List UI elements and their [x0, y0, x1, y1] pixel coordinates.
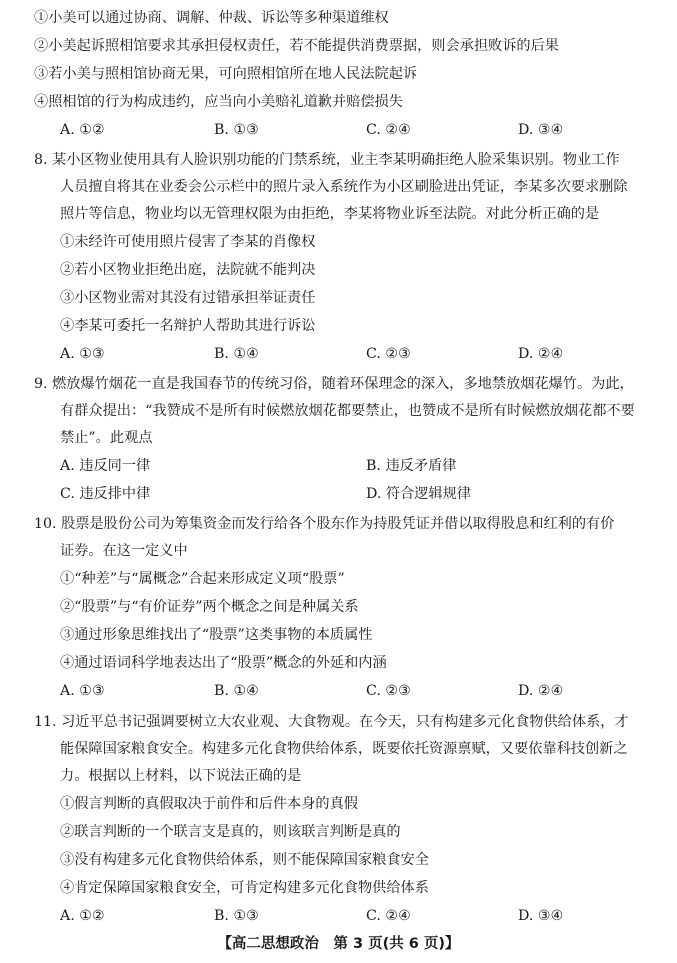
q10-option-a: A. ①③	[60, 683, 105, 699]
q7-option-c: C. ②④	[366, 122, 411, 138]
q8-statement-3: ③小区物业需对其没有过错承担举证责任	[60, 290, 316, 306]
q11-option-a: A. ①②	[60, 908, 105, 924]
q10-statement-1: ①“种差”与“属概念”合起来形成定义项“股票”	[60, 571, 345, 587]
q9-option-c: C. 违反排中律	[60, 486, 151, 502]
q11-stem-line-1: 11. 习近平总书记强调要树立大农业观、大食物观。在今天，只有构建多元化食物供给体系，才	[34, 714, 629, 730]
q9-stem-line-3: 禁止”。此观点	[60, 430, 153, 446]
q11-option-c: C. ②④	[366, 908, 411, 924]
q7-statement-3: ③若小美与照相馆协商无果，可向照相馆所在地人民法院起诉	[34, 66, 418, 82]
q11-statement-1: ①假言判断的真假取决于前件和后件本身的真假	[60, 796, 358, 812]
q11-stem-line-3: 力。根据以上材料，以下说法正确的是	[60, 768, 302, 784]
q9-option-d: D. 符合逻辑规律	[366, 486, 472, 502]
q10-option-d: D. ②④	[518, 683, 564, 699]
q8-option-a: A. ①③	[60, 346, 105, 362]
q10-statement-4: ④通过语词科学地表达出了“股票”概念的外延和内涵	[60, 655, 387, 671]
q8-statement-2: ②若小区物业拒绝出庭，法院就不能判决	[60, 262, 316, 278]
q7-option-a: A. ①②	[60, 122, 105, 138]
q11-stem-line-2: 能保障国家粮食安全。构建多元化食物供给体系，既要依托资源禀赋，又要依靠科技创新之	[60, 741, 628, 757]
q10-statement-2: ②“股票”与“有价证券”两个概念之间是种属关系	[60, 599, 359, 615]
q7-statement-1: ①小美可以通过协商、调解、仲裁、诉讼等多种渠道维权	[34, 10, 389, 26]
q11-statement-4: ④肯定保障国家粮食安全，可肯定构建多元化食物供给体系	[60, 880, 429, 896]
q7-statement-4: ④照相馆的行为构成违约，应当向小美赔礼道歉并赔偿损失	[34, 94, 403, 110]
q7-option-b: B. ①③	[214, 122, 259, 138]
q10-option-c: C. ②③	[366, 683, 411, 699]
q8-stem-line-2: 人员擅自将其在业委会公示栏中的照片录入系统作为小区刷脸进出凭证，李某多次要求删除	[60, 179, 628, 195]
q9-stem-line-2: 有群众提出：“我赞成不是所有时候燃放烟花都要禁止，也赞成不是所有时候燃放烟花都不要	[60, 403, 635, 419]
q11-statement-3: ③没有构建多元化食物供给体系，则不能保障国家粮食安全	[60, 852, 429, 868]
q7-option-d: D. ③④	[518, 122, 564, 138]
q9-stem-line-1: 9. 燃放爆竹烟花一直是我国春节的传统习俗，随着环保理念的深入，多地禁放烟花爆竹。为此，	[34, 376, 634, 392]
q8-option-b: B. ①④	[214, 346, 259, 362]
q9-option-b: B. 违反矛盾律	[366, 458, 457, 474]
q8-stem-line-3: 照片等信息，物业均以无管理权限为由拒绝，李某将物业诉至法院。对此分析正确的是	[60, 206, 600, 222]
q10-option-b: B. ①④	[214, 683, 259, 699]
q11-option-d: D. ③④	[518, 908, 564, 924]
q9-option-a: A. 违反同一律	[60, 458, 151, 474]
q8-stem-line-1: 8. 某小区物业使用具有人脸识别功能的门禁系统，业主李某明确拒绝人脸采集识别。物业工作	[34, 152, 620, 168]
q11-option-b: B. ①③	[214, 908, 259, 924]
q10-stem-line-1: 10. 股票是股份公司为筹集资金而发行给各个股东作为持股凭证并借以取得股息和红利的有价	[34, 516, 615, 532]
q8-option-d: D. ②④	[518, 346, 564, 362]
page-footer: 【高二思想政治 第 3 页(共 6 页)】	[217, 936, 460, 952]
q8-statement-4: ④李某可委托一名辩护人帮助其进行诉讼	[60, 318, 316, 334]
q11-statement-2: ②联言判断的一个联言支是真的，则该联言判断是真的	[60, 824, 401, 840]
q8-option-c: C. ②③	[366, 346, 411, 362]
q8-statement-1: ①未经许可使用照片侵害了李某的肖像权	[60, 234, 316, 250]
q10-statement-3: ③通过形象思维找出了“股票”这类事物的本质属性	[60, 627, 373, 643]
q10-stem-line-2: 证券。在这一定义中	[60, 543, 188, 559]
q7-statement-2: ②小美起诉照相馆要求其承担侵权责任，若不能提供消费票据，则会承担败诉的后果	[34, 38, 559, 54]
